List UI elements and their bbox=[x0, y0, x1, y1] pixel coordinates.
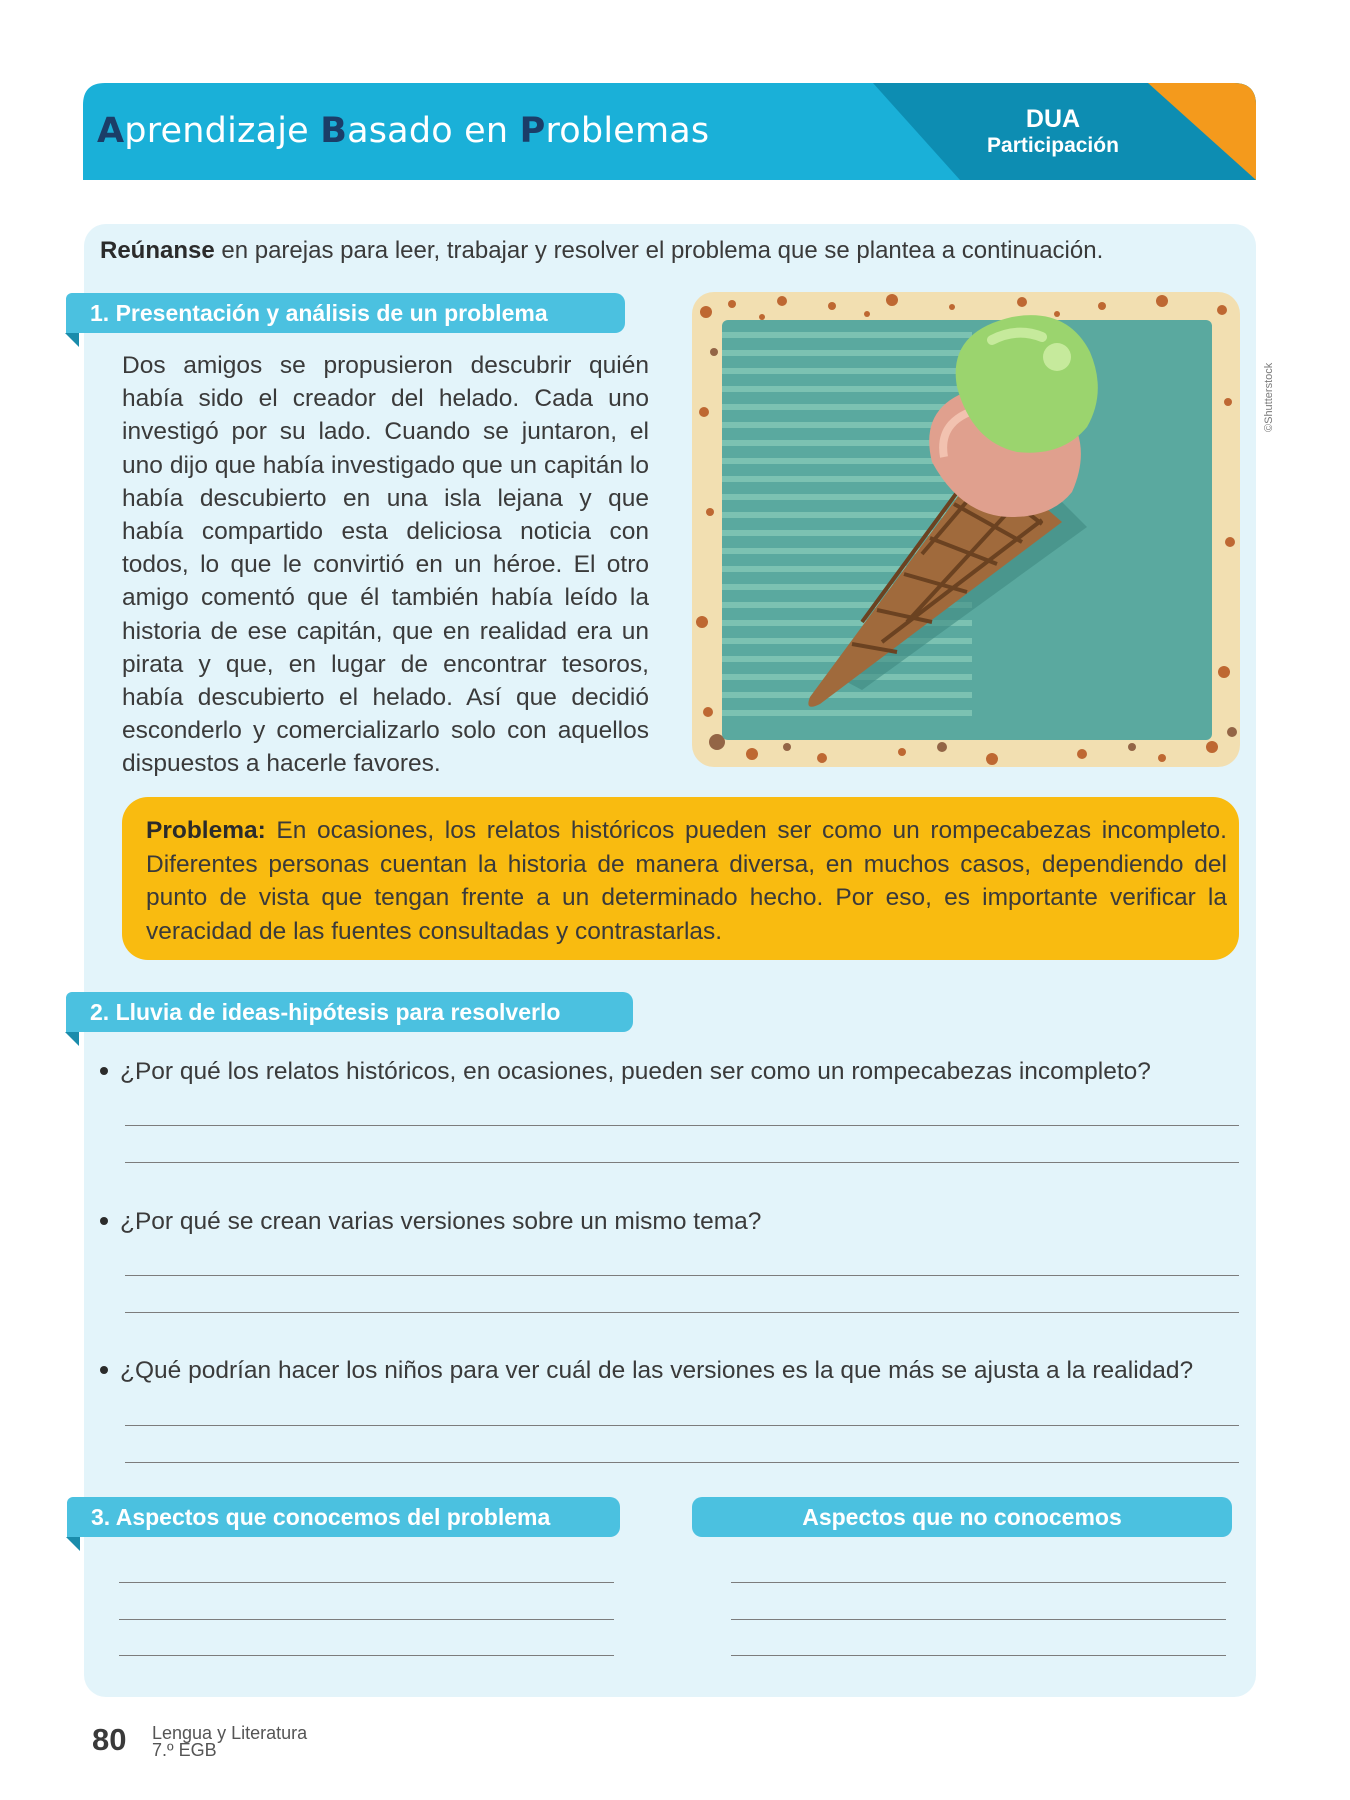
known-answer-line[interactable] bbox=[119, 1619, 614, 1620]
page-title: Aprendizaje Basado en Problemas bbox=[97, 111, 710, 151]
page-number: 80 bbox=[92, 1722, 127, 1757]
image-credit: ©Shutterstock bbox=[1263, 362, 1275, 432]
section-3-title: 3. Aspectos que conocemos del problema bbox=[67, 1497, 620, 1537]
unknown-aspects-title: Aspectos que no conocemos bbox=[692, 1497, 1232, 1537]
bullet bbox=[100, 1217, 108, 1225]
unknown-answer-line[interactable] bbox=[731, 1619, 1226, 1620]
answer-line[interactable] bbox=[125, 1125, 1239, 1126]
unknown-answer-line[interactable] bbox=[731, 1655, 1226, 1656]
ice-cream-illustration bbox=[692, 292, 1240, 767]
question-2: ¿Por qué se crean varias versiones sobre un mismo tema? bbox=[100, 1208, 761, 1236]
unknown-answer-line[interactable] bbox=[731, 1582, 1226, 1583]
known-answer-line[interactable] bbox=[119, 1582, 614, 1583]
header-banner bbox=[83, 83, 1256, 180]
grade-level: 7.º EGB bbox=[152, 1740, 217, 1760]
footer-subject bbox=[152, 1725, 307, 1759]
story-text: Dos amigos se propusieron descubrir quién había sido el creador del helado. Cada uno investigó por su lado. Cuando se juntaron, el uno dijo que había investigado que un capitán lo había descubierto en una isla lejana y que había compartido esta deliciosa noticia con todos, lo que le convirtió en un héroe. El otro amigo comentó que él también había leído la historia de ese capitán, que en realidad era un pirata y que, en lugar de encontrar tesoros, había descubierto el helado. Así que decidió esconderlo y comercializarlo solo con aquellos dispuestos a hacerle favores. bbox=[122, 352, 649, 778]
dua-label: DUA bbox=[1025, 105, 1081, 133]
dua-badge bbox=[963, 105, 1143, 159]
section-1-title: 1. Presentación y análisis de un problema bbox=[66, 293, 625, 333]
answer-line[interactable] bbox=[125, 1312, 1239, 1313]
tab-fold bbox=[65, 333, 79, 347]
tab-fold bbox=[65, 1032, 79, 1046]
question-1: ¿Por qué los relatos históricos, en ocasiones, pueden ser como un rompecabezas incompleto? bbox=[100, 1058, 1151, 1086]
bullet bbox=[100, 1366, 108, 1374]
answer-line[interactable] bbox=[125, 1162, 1239, 1163]
intro-text: Reúnanse en parejas para leer, trabajar y resolver el problema que se plantea a continuación. bbox=[100, 237, 1104, 264]
answer-line[interactable] bbox=[125, 1425, 1239, 1426]
answer-line[interactable] bbox=[125, 1462, 1239, 1463]
participation-label: Participación bbox=[987, 134, 1119, 157]
problem-box: Problema: En ocasiones, los relatos históricos pueden ser como un rompecabezas incompleto. Diferentes personas cuentan la historia de manera diversa, en muchos casos, dependiendo del punto de vista que tengan frente a un determinado hecho. Por eso, es importante verificar la veracidad de las fuentes consultadas y contrastarlas. bbox=[122, 797, 1239, 960]
subject-name: Lengua y Literatura bbox=[152, 1723, 308, 1743]
answer-line[interactable] bbox=[125, 1275, 1239, 1276]
question-3: ¿Qué podrían hacer los niños para ver cuál de las versiones es la que más se ajusta a la realidad? bbox=[100, 1357, 1193, 1385]
section-2-title: 2. Lluvia de ideas-hipótesis para resolverlo bbox=[66, 992, 633, 1032]
tab-fold bbox=[66, 1537, 80, 1551]
known-answer-line[interactable] bbox=[119, 1655, 614, 1656]
bullet bbox=[100, 1067, 108, 1075]
